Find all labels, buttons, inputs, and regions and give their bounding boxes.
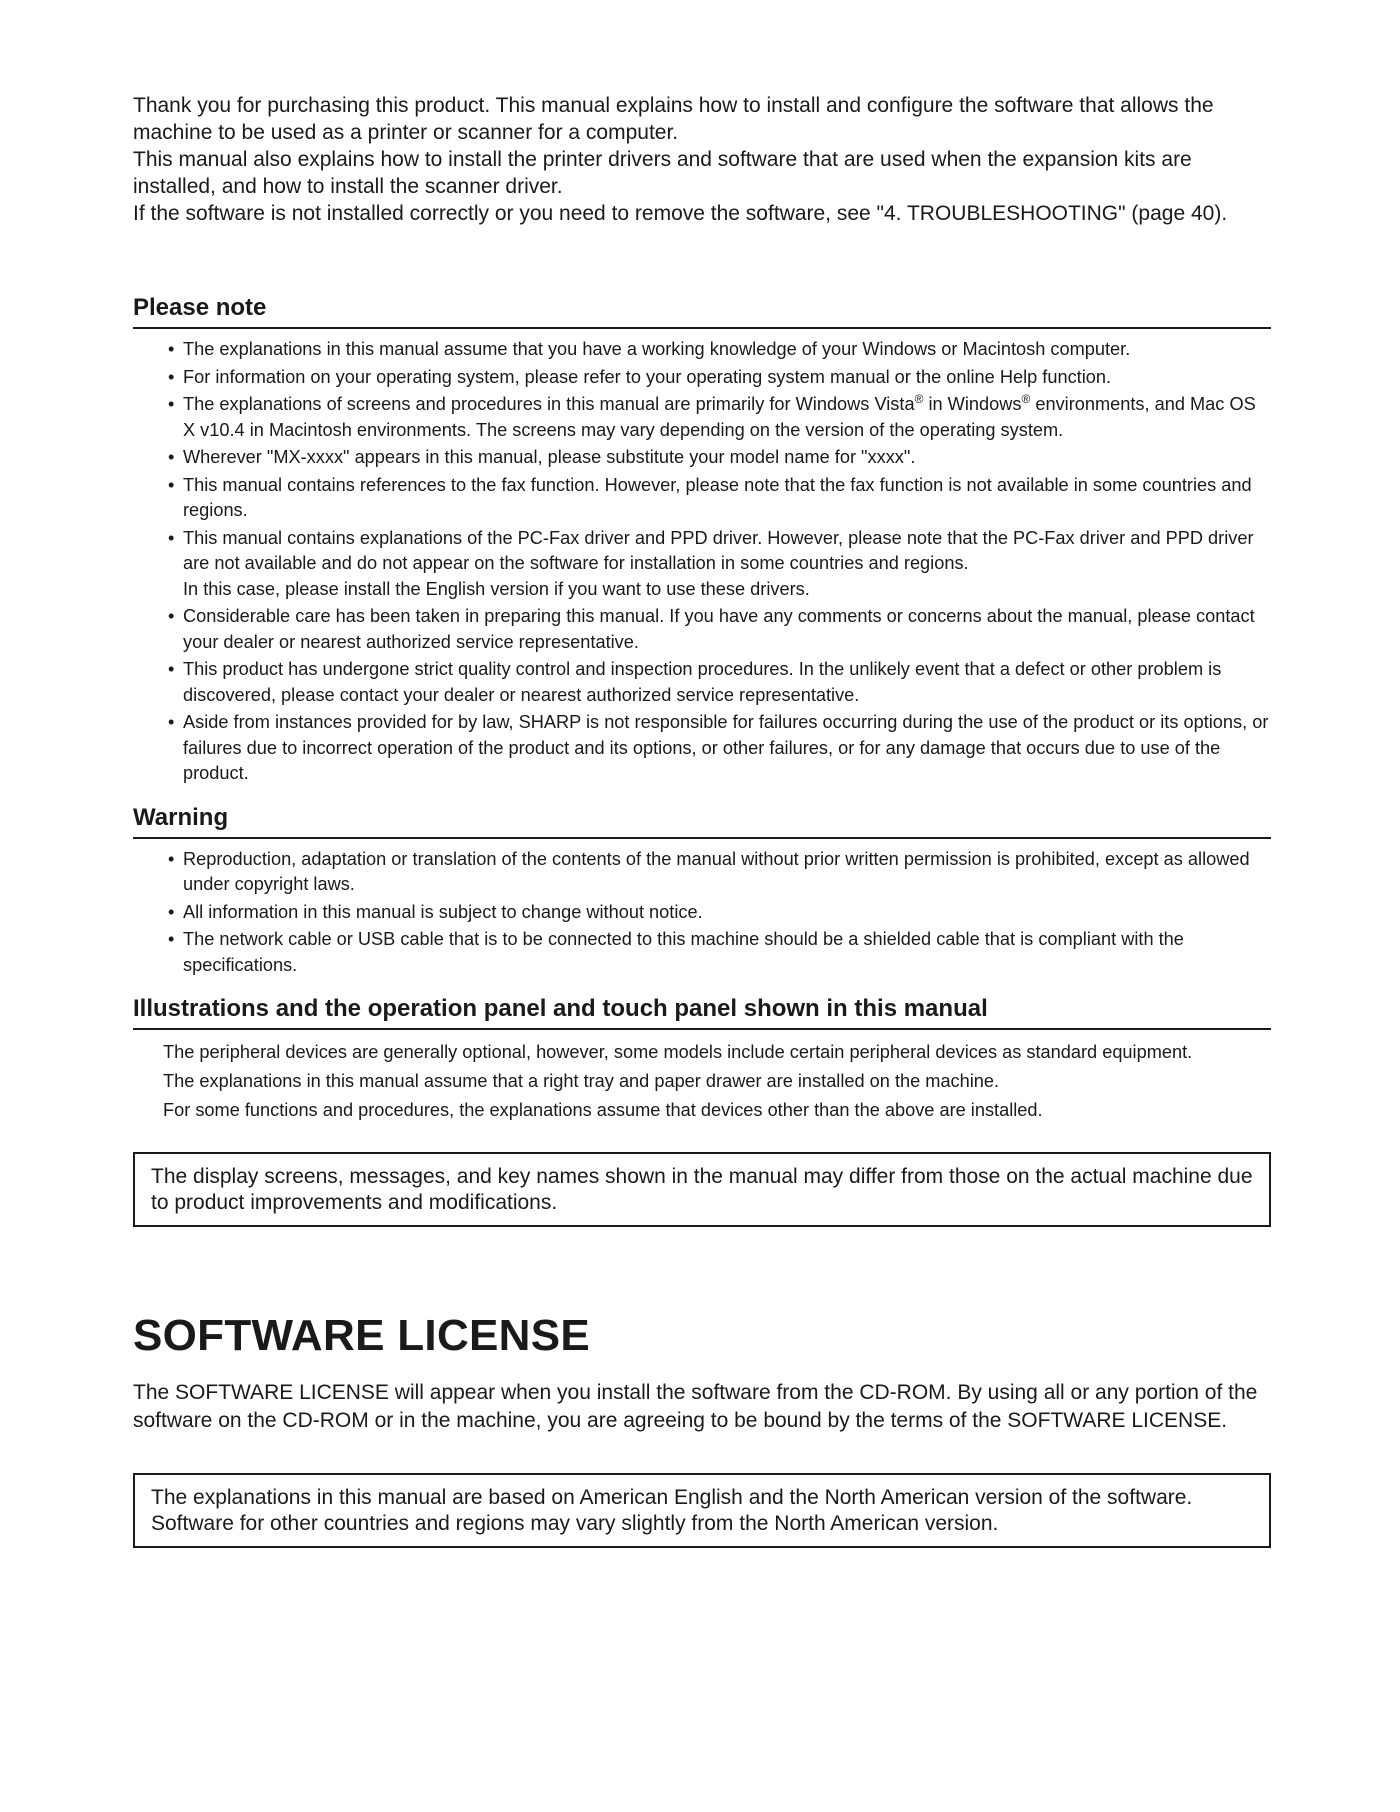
list-item: • The explanations in this manual assume that you have a working knowledge of your Windows or Macintosh computer. — [183, 337, 1271, 363]
list-item: • This product has undergone strict quality control and inspection procedures. In the unlikely event that a defect or other problem is discovered, please contact your dealer or nearest authorized service representative. — [183, 657, 1271, 708]
manual-page — [133, 92, 1271, 1548]
list-item: • For information on your operating system, please refer to your operating system manual or the online Help function. — [183, 365, 1271, 391]
list-item-note: In this case, please install the English version if you want to use these drivers. — [183, 578, 810, 599]
display-differences-notice: The display screens, messages, and key names shown in the manual may differ from those on the actual machine due to product improvements and modifications. — [133, 1152, 1271, 1227]
illustrations-text — [133, 1038, 1271, 1125]
intro-paragraph-3: If the software is not installed correctly or you need to remove the software, see "4. TROUBLESHOOTING" (page 40). — [133, 202, 1228, 225]
registered-mark: ® — [914, 392, 924, 406]
warning-heading: Warning — [133, 803, 1271, 839]
list-item — [183, 392, 1271, 443]
warning-list — [133, 847, 1271, 979]
illustrations-heading: Illustrations and the operation panel and touch panel shown in this manual — [133, 994, 1271, 1030]
illustrations-section — [133, 994, 1271, 1125]
illustrations-line: The explanations in this manual assume that a right tray and paper drawer are installed on the machine. — [163, 1071, 1000, 1091]
list-item-text: in Windows — [923, 394, 1022, 414]
list-item: • All information in this manual is subject to change without notice. — [183, 900, 1271, 926]
list-item: • This manual contains references to the fax function. However, please note that the fax function is not available in some countries and regions. — [183, 473, 1271, 524]
intro-paragraph-2: This manual also explains how to install the printer drivers and software that are used when the expansion kits are installed, and how to install the scanner driver. — [133, 148, 1192, 198]
list-item-text: environments, and Mac OS X v10.4 in Macintosh environments. The screens may vary depending on the version of the operating system. — [183, 394, 1256, 440]
illustrations-line: The peripheral devices are generally optional, however, some models include certain peripheral devices as standard equipment. — [163, 1042, 1193, 1062]
list-item: • Reproduction, adaptation or translation of the contents of the manual without prior written permission is prohibited, except as allowed under copyright laws. — [183, 847, 1271, 898]
american-english-notice: The explanations in this manual are based on American English and the North American version of the software. Software for other countries and regions may vary slightly from the North American version. — [133, 1473, 1271, 1548]
intro-section — [133, 92, 1271, 227]
warning-section — [133, 803, 1271, 979]
list-item: • The network cable or USB cable that is to be connected to this machine should be a shielded cable that is compliant with the specifications. — [183, 927, 1271, 978]
please-note-list — [133, 337, 1271, 787]
illustrations-line: For some functions and procedures, the explanations assume that devices other than the above are installed. — [163, 1100, 1043, 1120]
registered-mark: ® — [1021, 392, 1031, 406]
list-item-text: This manual contains explanations of the PC-Fax driver and PPD driver. However, please note that the PC-Fax driver and PPD driver are not available and do not appear on the software for installation in some countries and regions. — [183, 527, 1254, 573]
list-item: • Wherever "MX-xxxx" appears in this manual, please substitute your model name for "xxxx". — [183, 445, 1271, 471]
list-item — [183, 526, 1271, 603]
please-note-heading: Please note — [133, 293, 1271, 329]
software-license-title: SOFTWARE LICENSE — [133, 1311, 591, 1360]
list-item: • Aside from instances provided for by law, SHARP is not responsible for failures occurring during the use of the product or its options, or failures due to incorrect operation of the product and its options, or other failures, or for any damage that occurs due to use of the product. — [183, 710, 1271, 787]
software-license-text: The SOFTWARE LICENSE will appear when you install the software from the CD-ROM. By using all or any portion of the software on the CD-ROM or in the machine, you are agreeing to be bound by the terms of the SOFTWARE LICENSE. — [133, 1381, 1258, 1432]
intro-paragraph-1: Thank you for purchasing this product. This manual explains how to install and configure the software that allows the machine to be used as a printer or scanner for a computer. — [133, 94, 1214, 144]
please-note-section — [133, 293, 1271, 787]
list-item: • Considerable care has been taken in preparing this manual. If you have any comments or concerns about the manual, please contact your dealer or nearest authorized service representative. — [183, 604, 1271, 655]
list-item-text: The explanations of screens and procedures in this manual are primarily for Windows Vista — [183, 394, 915, 414]
